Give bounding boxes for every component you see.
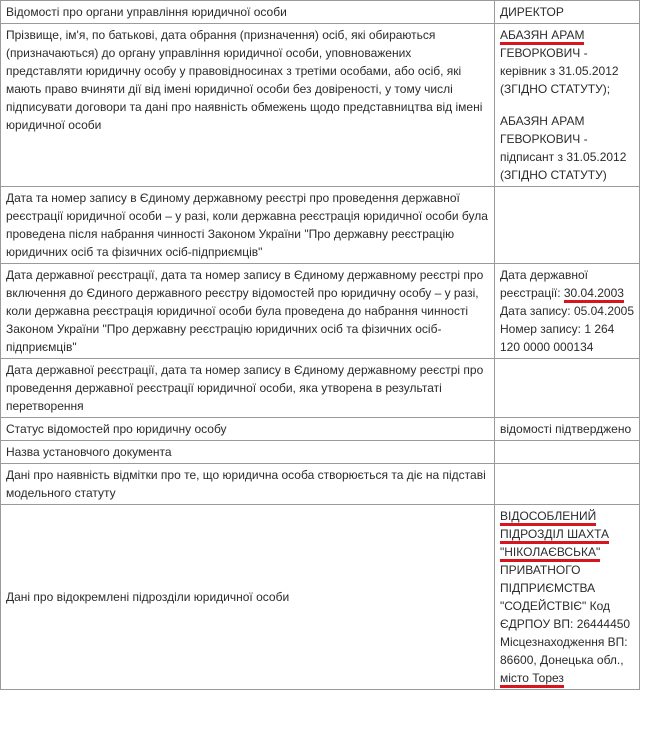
- row-label-transformation: Дата державної реєстрації, дата та номер запису в Єдиному державному реєстрі про проведення державної реєстрації юридичної особи, яка утворена в результаті перетворення: [1, 359, 495, 418]
- subdivision-name-highlight: ВІДОСОБЛЕНИЙ ПІДРОЗДІЛ ШАХТА "НІКОЛАЄВСЬКА": [500, 509, 609, 562]
- registration-date-highlight: 30.04.2003: [564, 286, 624, 303]
- subdivision-details: ПРИВАТНОГО ПІДПРИЄМСТВА "СОДЕЙСТВІЄ" Код ЄДРПОУ ВП: 26444450 Місцезнаходження ВП: 86600, Донецька обл.,: [500, 563, 631, 667]
- row-label-authorized-persons: Прізвище, ім'я, по батькові, дата обрання (призначення) осіб, які обираються (призначаються) до органу управління юридичної особи, уповноважених представляти юридичну особу у правовідносинах з третіми особами, або осіб, які мають право вчиняти дії від імені юридичної особи без довіреності, у тому числі підписувати договори та дані про наявність обмежень щодо представництва від імені юридичної особи: [1, 24, 495, 187]
- row-value-model-statute: [495, 464, 640, 505]
- row-label-subdivisions: Дані про відокремлені підрозділи юридичної особи: [1, 505, 495, 690]
- row-label-record-after-law: Дата та номер запису в Єдиному державному реєстрі про проведення державної реєстрації юридичної особи – у разі, коли державна реєстрація юридичної особи була проведена після набрання чинності Законом України "Про державну реєстрацію юридичних осіб та фізичних осіб-підприємців": [1, 187, 495, 264]
- row-value-founding-document: [495, 441, 640, 464]
- table-row: [1, 264, 640, 359]
- table-row: [1, 24, 640, 187]
- row-value-authorized-persons: [495, 24, 640, 187]
- record-date-and-number: Дата запису: 05.04.2005 Номер запису: 1 264 120 0000 000134: [500, 304, 635, 354]
- table-row: [1, 1, 640, 24]
- row-value-management-bodies: ДИРЕКТОР: [495, 1, 640, 24]
- table-row: [1, 418, 640, 441]
- row-value-registration-date: [495, 264, 640, 359]
- table-row: [1, 464, 640, 505]
- table-row: [1, 505, 640, 690]
- person2-role: АБАЗЯН АРАМ ГЕВОРКОВИЧ - підписант з 31.05.2012 (ЗГІДНО СТАТУТУ): [500, 114, 627, 182]
- row-label-founding-document: Назва установчого документа: [1, 441, 495, 464]
- row-label-management-bodies: Відомості про органи управління юридичної особи: [1, 1, 495, 24]
- person1-role: ГЕВОРКОВИЧ - керівник з 31.05.2012 (ЗГІДНО СТАТУТУ);: [500, 46, 619, 96]
- table-row: [1, 359, 640, 418]
- row-value-subdivisions: [495, 505, 640, 690]
- row-value-status: відомості підтверджено: [495, 418, 640, 441]
- row-label-model-statute: Дані про наявність відмітки про те, що юридична особа створюється та діє на підставі модельного статуту: [1, 464, 495, 505]
- registration-date-prefix: Дата державної реєстрації:: [500, 268, 588, 300]
- table-row: [1, 187, 640, 264]
- table-row: [1, 441, 640, 464]
- subdivision-city-highlight: місто Торез: [500, 671, 564, 688]
- person1-name-highlight: АБАЗЯН АРАМ: [500, 28, 584, 45]
- row-label-registration-date: Дата державної реєстрації, дата та номер запису в Єдиному державному реєстрі про включення до Єдиного державного реєстру відомостей про юридичну особу – у разі, коли державна реєстрація юридичної особи була проведена до набрання чинності Законом України "Про державну реєстрацію юридичних осіб та фізичних осіб-підприємців": [1, 264, 495, 359]
- row-value-record-after-law: [495, 187, 640, 264]
- row-value-transformation: [495, 359, 640, 418]
- row-label-status: Статус відомостей про юридичну особу: [1, 418, 495, 441]
